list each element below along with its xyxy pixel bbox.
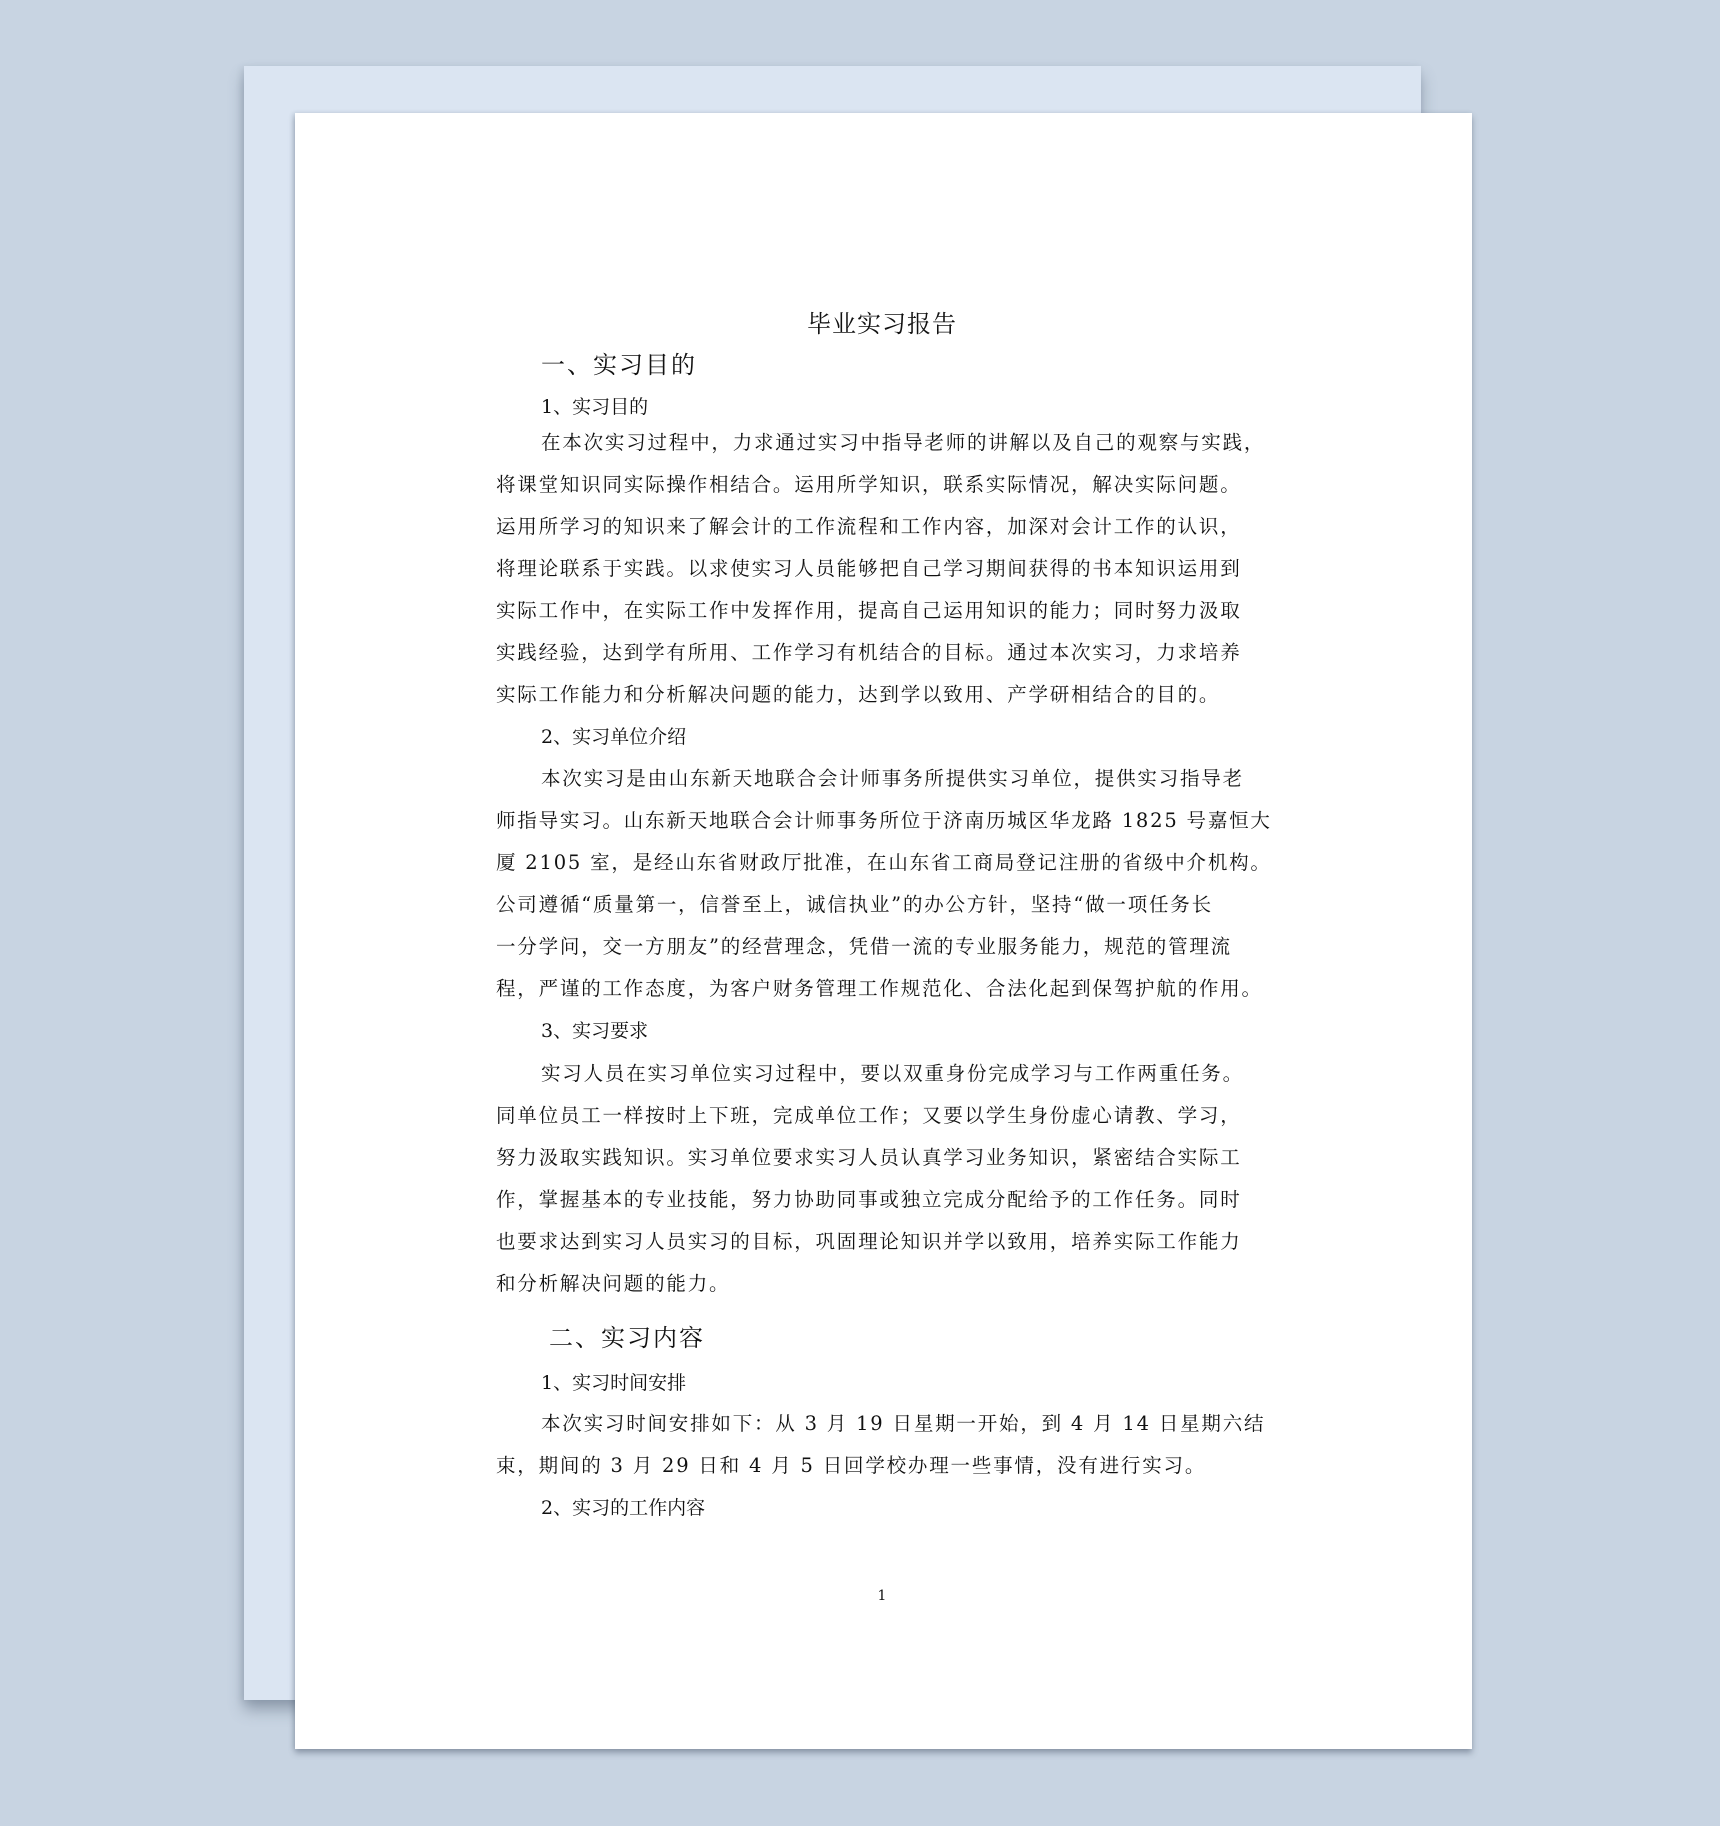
paragraph-line: 本次实习时间安排如下：从 3 月 19 日星期一开始，到 4 月 14 日星期六结 xyxy=(541,1412,1266,1435)
section-heading-content: 二、实习内容 xyxy=(549,1324,705,1352)
paragraph-line: 实践经验，达到学有所用、工作学习有机结合的目标。通过本次实习，力求培养 xyxy=(496,641,1242,664)
subsection-heading-purpose: 1、实习目的 xyxy=(541,396,649,418)
subsection-heading-schedule: 1、实习时间安排 xyxy=(541,1372,687,1394)
paragraph-line: 公司遵循“质量第一，信誉至上，诚信执业”的办公方针，坚持“做一项任务长 xyxy=(496,893,1213,916)
paragraph-line: 也要求达到实习人员实习的目标，巩固理论知识并学以致用，培养实际工作能力 xyxy=(496,1230,1242,1253)
subsection-heading-work-content: 2、实习的工作内容 xyxy=(541,1497,706,1519)
paragraph-line: 在本次实习过程中，力求通过实习中指导老师的讲解以及自己的观察与实践， xyxy=(541,431,1266,454)
paragraph-line: 本次实习是由山东新天地联合会计师事务所提供实习单位，提供实习指导老 xyxy=(541,767,1244,790)
paragraph-line: 厦 2105 室，是经山东省财政厅批准，在山东省工商局登记注册的省级中介机构。 xyxy=(496,851,1272,874)
page-number: 1 xyxy=(877,1588,887,1604)
paragraph-line: 一分学问，交一方朋友”的经营理念，凭借一流的专业服务能力，规范的管理流 xyxy=(496,935,1232,958)
subsection-heading-requirements: 3、实习要求 xyxy=(541,1020,649,1042)
paragraph-line: 师指导实习。山东新天地联合会计师事务所位于济南历城区华龙路 1825 号嘉恒大 xyxy=(496,809,1272,832)
paragraph-line: 和分析解决问题的能力。 xyxy=(496,1272,731,1295)
paragraph-line: 努力汲取实践知识。实习单位要求实习人员认真学习业务知识，紧密结合实际工 xyxy=(496,1146,1242,1169)
paragraph-line: 实际工作中，在实际工作中发挥作用，提高自己运用知识的能力；同时努力汲取 xyxy=(496,599,1242,622)
subsection-heading-company: 2、实习单位介绍 xyxy=(541,726,687,748)
document-page xyxy=(295,113,1472,1749)
paragraph-line: 将课堂知识同实际操作相结合。运用所学知识，联系实际情况，解决实际问题。 xyxy=(496,473,1242,496)
paragraph-line: 实习人员在实习单位实习过程中，要以双重身份完成学习与工作两重任务。 xyxy=(541,1062,1244,1085)
paragraph-line: 运用所学习的知识来了解会计的工作流程和工作内容，加深对会计工作的认识， xyxy=(496,515,1242,538)
paragraph-line: 束，期间的 3 月 29 日和 4 月 5 日回学校办理一些事情，没有进行实习。 xyxy=(496,1454,1207,1477)
paragraph-line: 程，严谨的工作态度，为客户财务管理工作规范化、合法化起到保驾护航的作用。 xyxy=(496,977,1263,1000)
document-title: 毕业实习报告 xyxy=(807,310,957,338)
section-heading-purpose: 一、实习目的 xyxy=(541,351,697,379)
paragraph-line: 作，掌握基本的专业技能，努力协助同事或独立完成分配给予的工作任务。同时 xyxy=(496,1188,1242,1211)
paragraph-line: 将理论联系于实践。以求使实习人员能够把自己学习期间获得的书本知识运用到 xyxy=(496,557,1242,580)
paragraph-line: 同单位员工一样按时上下班，完成单位工作；又要以学生身份虚心请教、学习， xyxy=(496,1104,1242,1127)
paragraph-line: 实际工作能力和分析解决问题的能力，达到学以致用、产学研相结合的目的。 xyxy=(496,683,1221,706)
